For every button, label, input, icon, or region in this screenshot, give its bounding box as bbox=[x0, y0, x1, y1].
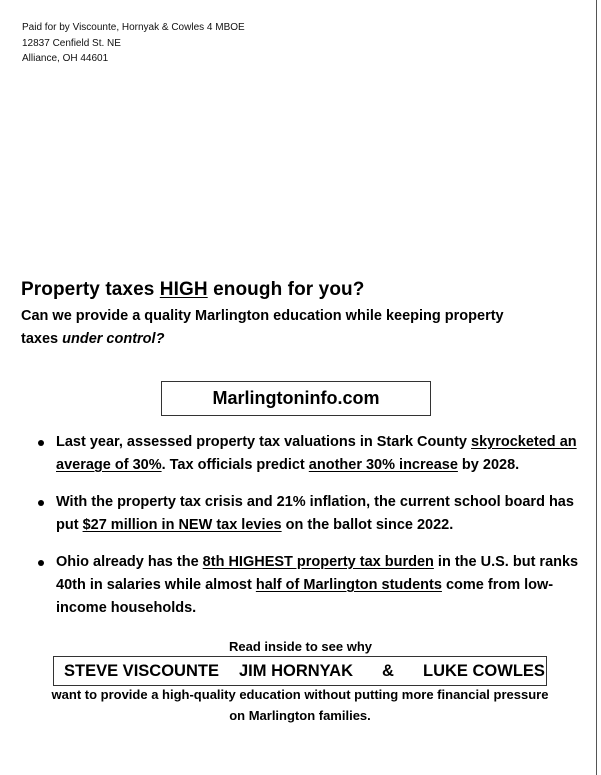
bullet-text: by 2028. bbox=[457, 457, 520, 473]
bullet-underlined-text: half of Marlington students bbox=[255, 577, 442, 593]
headline-emphasis: HIGH bbox=[159, 279, 208, 300]
candidate-name-1: STEVE VISCOUNTE bbox=[64, 662, 219, 680]
bullet-underlined-text: 8th HIGHEST property tax burden bbox=[202, 554, 434, 570]
page-edge-line bbox=[596, 0, 597, 775]
bullet-underlined-text: another 30% increase bbox=[308, 457, 458, 473]
bullet-underlined-text: skyrocketed an average of 30% bbox=[56, 434, 577, 473]
headline-pre: Property taxes bbox=[21, 279, 160, 300]
headline-post: enough for you? bbox=[207, 279, 365, 300]
paid-for-disclaimer bbox=[22, 20, 245, 67]
bullet-dot-icon bbox=[38, 440, 44, 446]
disclaimer-city-line: Alliance, OH 44601 bbox=[22, 53, 109, 64]
closing-text: want to provide a high-quality education without putting more financial pressure on Marlington families. bbox=[51, 687, 549, 723]
bullet-text: in the U.S. but ranks 40th in salaries while almost bbox=[56, 554, 579, 593]
bullet-item bbox=[38, 431, 583, 477]
bullet-text: come from low-income households. bbox=[56, 577, 554, 616]
bullet-dot-icon bbox=[38, 500, 44, 506]
disclaimer-line: Paid for by Viscounte, Hornyak & Cowles 4 MBOE bbox=[22, 22, 245, 33]
candidate-name-2: JIM HORNYAK bbox=[239, 662, 353, 680]
website-url[interactable]: Marlingtoninfo.com bbox=[212, 388, 380, 408]
headline bbox=[21, 279, 364, 301]
ampersand: & bbox=[382, 662, 394, 680]
bullet-text: With the property tax crisis and 21% inflation, the current school board has put bbox=[56, 494, 574, 533]
bullet-text: Ohio already has the bbox=[56, 554, 203, 570]
bullet-list bbox=[38, 431, 583, 634]
bullet-text: . Tax officials predict bbox=[161, 457, 309, 473]
bullet-underlined-text: $27 million in NEW tax levies bbox=[82, 517, 282, 533]
candidate-name-3: LUKE COWLES bbox=[423, 662, 545, 680]
subheadline bbox=[21, 305, 521, 351]
bullet-text: Last year, assessed property tax valuations in Stark County bbox=[56, 434, 472, 450]
read-inside-text: Read inside to see why bbox=[228, 639, 373, 654]
bullet-dot-icon bbox=[38, 560, 44, 566]
bullet-item bbox=[38, 491, 583, 537]
candidate-names-box bbox=[53, 656, 547, 686]
subhead-emphasis: under control? bbox=[62, 331, 165, 347]
subhead-text: Can we provide a quality Marlington education while keeping property taxes bbox=[21, 308, 504, 347]
disclaimer-address-line: 12837 Cenfield St. NE bbox=[22, 37, 121, 49]
bullet-item bbox=[38, 551, 583, 620]
bullet-text: on the ballot since 2022. bbox=[281, 517, 454, 533]
website-box bbox=[161, 381, 431, 416]
